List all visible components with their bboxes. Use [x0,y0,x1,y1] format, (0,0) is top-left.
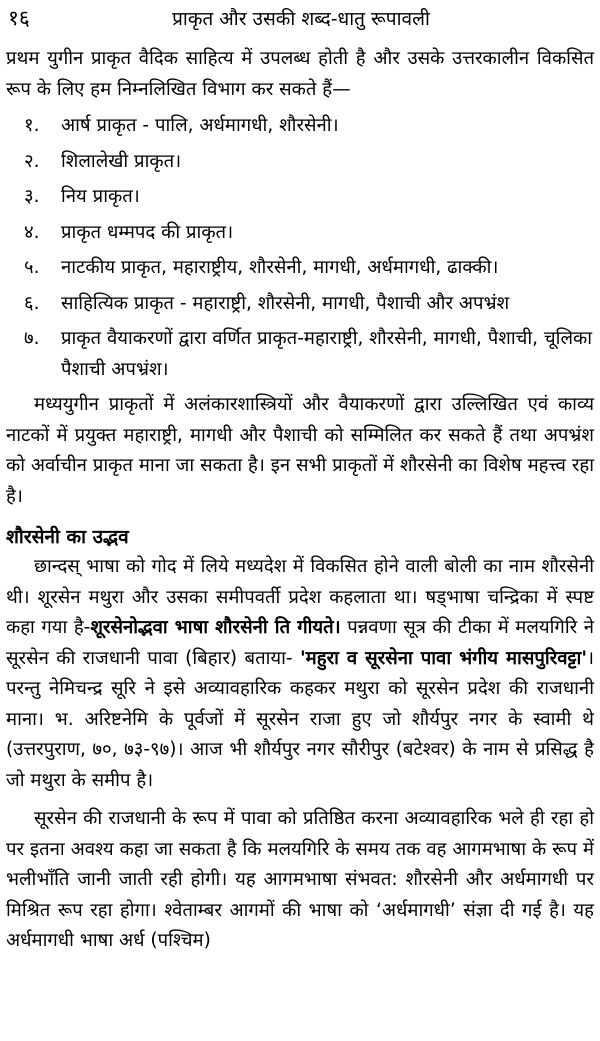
list-item [6,324,594,385]
list-item [6,111,594,142]
list-item-text: प्राकृत वैयाकरणों द्वारा वर्णित प्राकृत-महाराष्ट्री, शौरसेनी, मागधी, पैशाची, चूलिका पैशाची अपभ्रंश। [61,328,592,380]
origin-text-start: छान्दस् भाषा को गोद में लिये मध्यदेश में विकसित होने वाली बोली का नाम शौरसेनी थी। शूरसेन मथुरा और उसका समीपवर्ती प्रदेश कहलाता था। षड्भाषा चन्द्रिका में स्पष्ट कहा गया है- [6,556,594,638]
list-item-number: ५. [24,257,40,278]
agam-language-paragraph: सूरसेन की राजधानी के रूप में पावा को प्रतिष्ठित करना अव्यावहारिक भले ही रहा हो पर इतना अवश्य कहा जा सकता है कि मलयगिरि के समय तक वह आगमभाषा के रूप में भलीभाँति जानी जाती रही होगी। यह आगमभाषा संभवत: शौरसेनी और अर्धमागधी पर मिश्रित रूप रहा होगा। श्वेताम्बर आगमों की भाषा को ‘अर्धमागधी’ संज्ञा दी गई है। यह अर्धमागधी भाषा अर्ध (पश्चिम) [6,808,594,951]
list-item-text: आर्ष प्राकृत - पालि, अर्धमागधी, शौरसेनी। [61,115,339,136]
running-title: प्राकृत और उसकी शब्द-धातु रूपावली [172,8,430,30]
list-item-text: प्राकृत धम्मपद की प्राकृत। [61,221,234,243]
prakrit-divisions-list [6,111,594,385]
list-item-text: साहित्यिक प्राकृत - महाराष्ट्री, शौरसेनी, मागधी, पैशाची और अपभ्रंश [61,292,510,314]
list-item-number: २. [24,150,40,172]
origin-paragraph [6,552,594,796]
medieval-prakrit-paragraph: मध्ययुगीन प्राकृतों में अलंकारशास्त्रियों और वैयाकरणों द्वारा उल्लिखित एवं काव्य नाटकों में प्रयुक्त महाराष्ट्री, मागधी और पैशाची को सम्मिलित कर सकते हैं तथा अपभ्रंश को अर्वाचीन प्राकृत माना जा सकता है। इन सभी प्राकृतों में शौरसेनी का विशेष महत्त्व रहा है। [6,394,594,507]
list-item [6,289,594,320]
section-heading: शौरसेनी का उद्भव [6,526,129,548]
list-item-number: ६. [24,292,40,314]
intro-paragraph: प्रथम युगीन प्राकृत वैदिक साहित्य में उपलब्ध होती है और उसके उत्तरकालीन विकसित रूप के लिए हम निम्नलिखित विभाग कर सकते हैं— [6,48,594,100]
list-item [6,182,594,213]
page-header [6,0,594,44]
list-item-text: निय प्राकृत। [61,186,140,207]
list-item-text: शिलालेखी प्राकृत। [61,150,182,172]
list-item [6,147,594,178]
list-item-number: ७. [24,328,40,349]
list-item-number: १. [24,115,40,136]
sanskrit-quote: शूरसेनोद्भवा भाषा शौरसेनी ति गीयते। [90,617,341,638]
list-item-text: नाटकीय प्राकृत, महाराष्ट्रीय, शौरसेनी, मागधी, अर्धमागधी, ढाक्की। [61,257,499,278]
list-item [6,218,594,249]
page-number: १६ [8,6,30,30]
origin-text-middle: पन्नवणा सूत्र की टीका में मलयगिरि ने सूरसेन की राजधानी पावा (बिहार) बताया- [6,617,594,669]
list-item-number: ४. [24,221,40,243]
list-item-number: ३. [24,186,40,207]
origin-text-end: । परन्तु नेमिचन्द्र सूरि ने इसे अव्यावहारिक कहकर मथुरा को सूरसेन प्रदेश की राजधानी माना। भ. अरिष्टनेमि के पूर्वजों में सूरसेन राजा हुए जो शौर्यपुर नगर के स्वामी थे (उत्तरपुराण, ७०, ७३-९७)। आज भी शौर्यपुर नगर सौरीपुर (बटेश्वर) के नाम से प्रसिद्ध है जो मथुरा के समीप है। [6,647,595,791]
list-item [6,253,594,284]
prakrit-quote: 'महुरा व सूरसेना पावा भंगीय मासपुरिवट्टा' [300,647,587,669]
